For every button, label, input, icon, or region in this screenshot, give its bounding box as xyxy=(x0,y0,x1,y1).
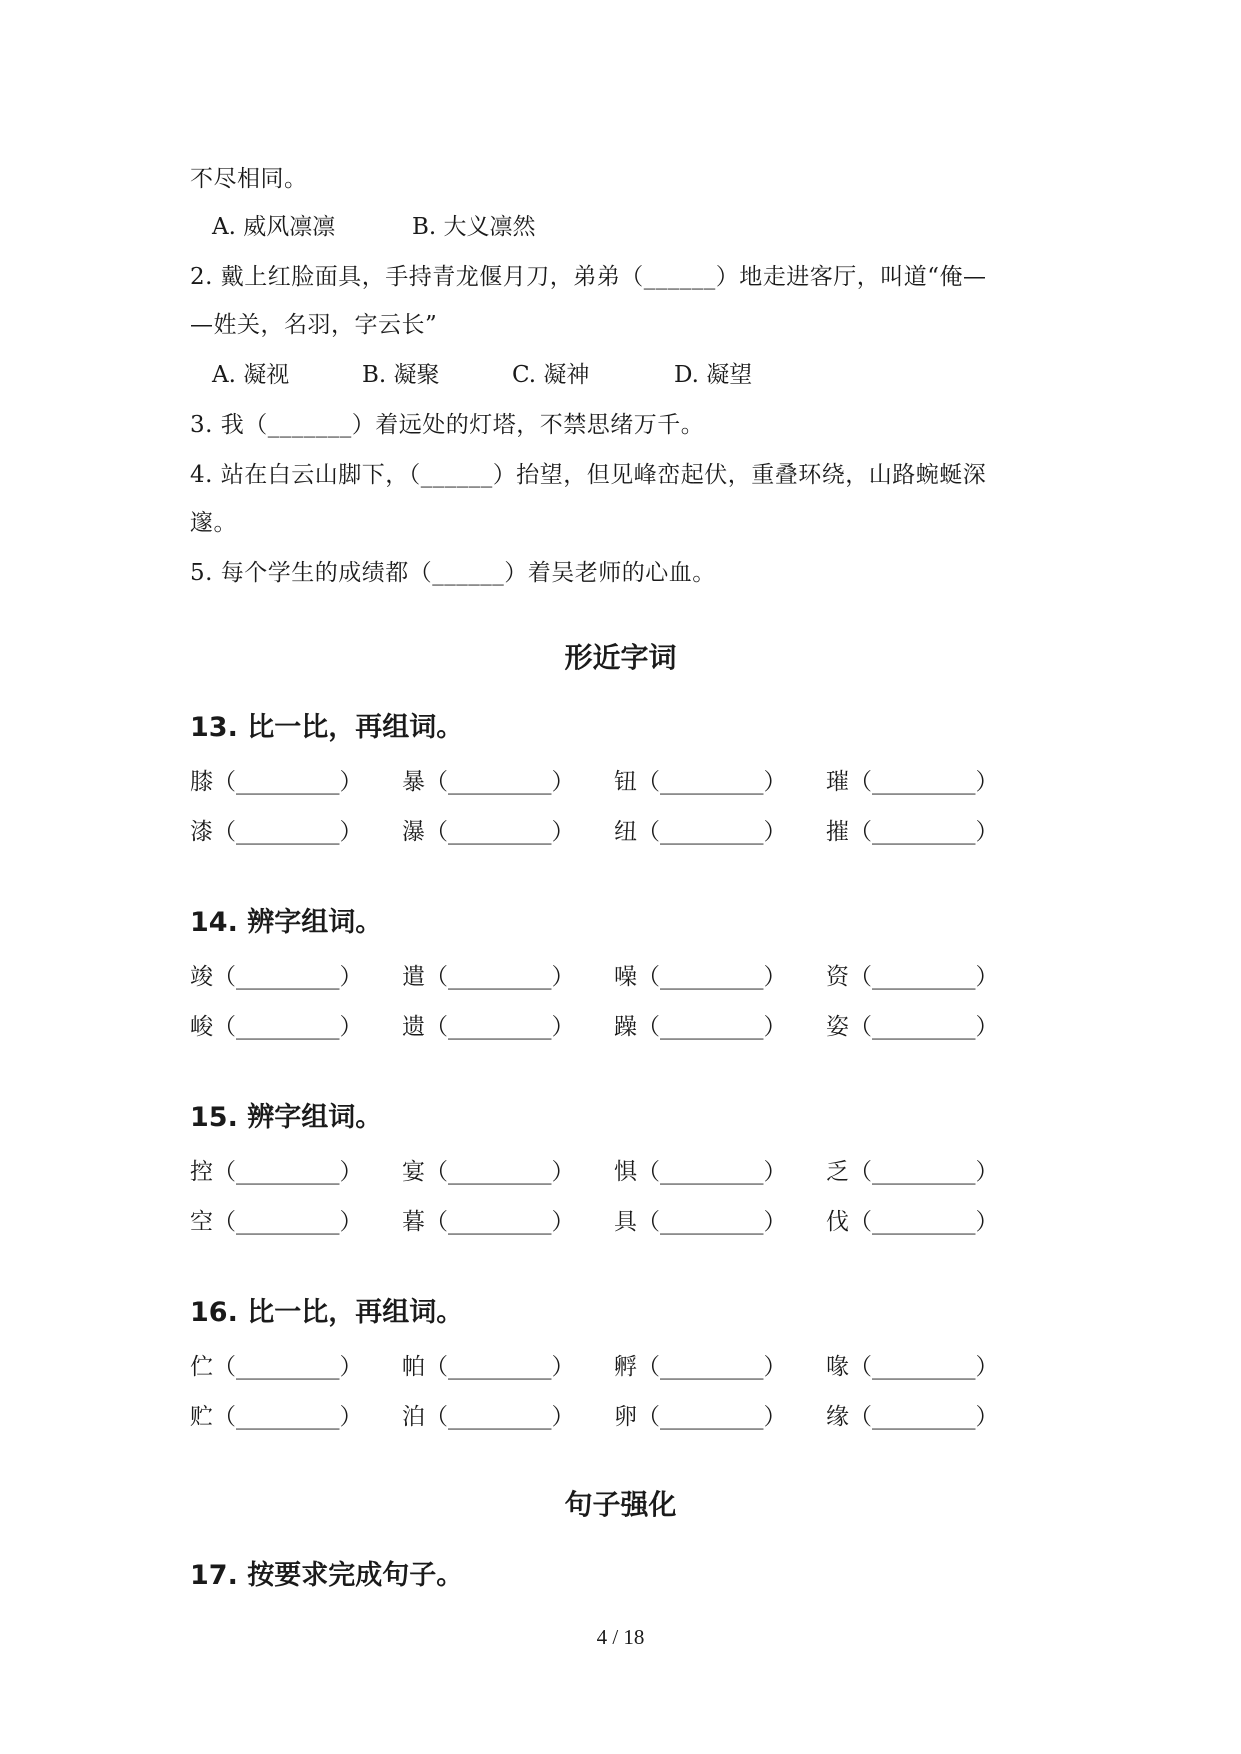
option: B. 凝聚 xyxy=(362,362,440,388)
question-heading: 17. 按要求完成句子。 xyxy=(190,1560,464,1591)
word-cell: 惧（_________） xyxy=(614,1159,787,1185)
question-3-text: 3. 我（_______）着远处的灯塔，不禁思绪万千。 xyxy=(190,412,705,438)
page-number: 4 / 18 xyxy=(596,1625,645,1649)
question-5-text: 5. 每个学生的成绩都（______）着吴老师的心血。 xyxy=(190,560,716,586)
word-cell: 璀（_________） xyxy=(826,769,999,795)
question-heading: 15. 辨字组词。 xyxy=(190,1102,383,1133)
word-cell: 膝（_________） xyxy=(190,769,363,795)
word-cell: 泊（_________） xyxy=(402,1404,575,1430)
word-cell: 帕（_________） xyxy=(402,1354,575,1380)
word-cell: 伫（_________） xyxy=(190,1354,363,1380)
section-title: 句子强化 xyxy=(564,1488,677,1521)
word-cell: 卵（_________） xyxy=(614,1404,787,1430)
word-cell: 瀑（_________） xyxy=(402,819,575,845)
word-cell: 贮（_________） xyxy=(190,1404,363,1430)
word-cell: 漆（_________） xyxy=(190,819,363,845)
word-cell: 宴（_________） xyxy=(402,1159,575,1185)
option: B. 大义凛然 xyxy=(412,214,536,240)
word-cell: 遗（_________） xyxy=(402,1014,575,1040)
question-heading: 13. 比一比，再组词。 xyxy=(190,712,464,743)
question-2-text-cont: —姓关，名羽，字云长” xyxy=(190,312,438,338)
question-2-text: 2. 戴上红脸面具，手持青龙偃月刀，弟弟（______）地走进客厅，叫道“俺— xyxy=(190,264,987,290)
question-heading: 14. 辨字组词。 xyxy=(190,907,383,938)
word-cell: 纽（_________） xyxy=(614,819,787,845)
text-line: 不尽相同。 xyxy=(190,166,308,192)
word-cell: 喙（_________） xyxy=(826,1354,999,1380)
word-cell: 暴（_________） xyxy=(402,769,575,795)
word-cell: 具（_________） xyxy=(614,1209,787,1235)
word-cell: 资（_________） xyxy=(826,964,999,990)
question-4-text: 4. 站在白云山脚下，（______）抬望，但见峰峦起伏，重叠环绕，山路蜿蜒深 xyxy=(190,462,987,488)
question-4-text-cont: 邃。 xyxy=(190,510,237,536)
word-cell: 遣（_________） xyxy=(402,964,575,990)
word-cell: 乏（_________） xyxy=(826,1159,999,1185)
option: D. 凝望 xyxy=(674,362,753,388)
word-cell: 姿（_________） xyxy=(826,1014,999,1040)
word-cell: 缘（_________） xyxy=(826,1404,999,1430)
word-cell: 孵（_________） xyxy=(614,1354,787,1380)
word-cell: 伐（_________） xyxy=(826,1209,999,1235)
question-heading: 16. 比一比，再组词。 xyxy=(190,1297,464,1328)
word-cell: 噪（_________） xyxy=(614,964,787,990)
option: A. 凝视 xyxy=(212,362,290,388)
word-cell: 摧（_________） xyxy=(826,819,999,845)
word-cell: 躁（_________） xyxy=(614,1014,787,1040)
word-cell: 钮（_________） xyxy=(614,769,787,795)
word-cell: 控（_________） xyxy=(190,1159,363,1185)
word-cell: 峻（_________） xyxy=(190,1014,363,1040)
word-cell: 竣（_________） xyxy=(190,964,363,990)
option: A. 威风凛凛 xyxy=(212,214,336,240)
word-cell: 暮（_________） xyxy=(402,1209,575,1235)
option: C. 凝神 xyxy=(512,362,590,388)
word-cell: 空（_________） xyxy=(190,1209,363,1235)
section-title: 形近字词 xyxy=(564,641,677,674)
